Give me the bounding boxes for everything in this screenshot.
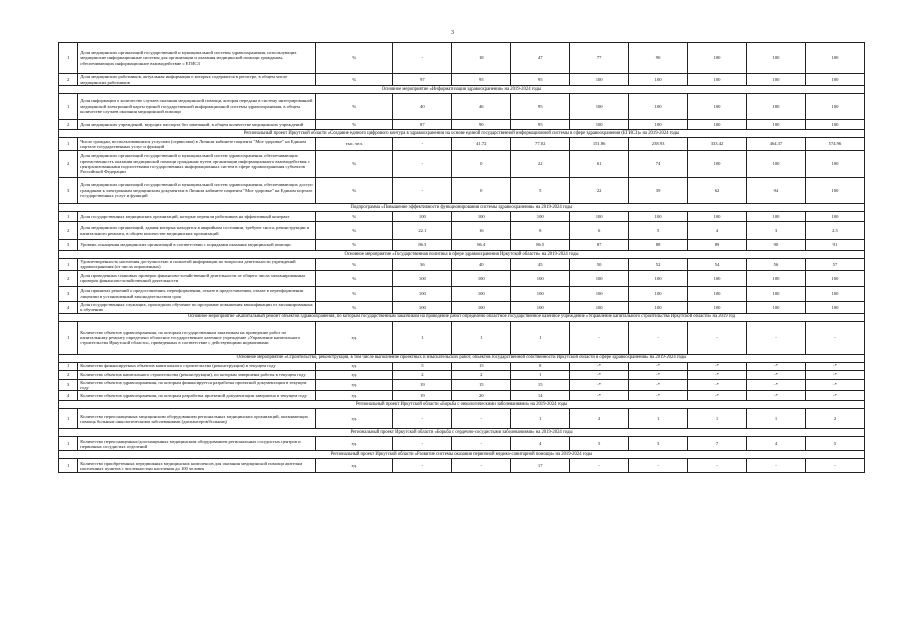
value-cell: 97 — [393, 74, 452, 86]
value-cell: 100 — [511, 286, 570, 301]
value-cell: -* — [570, 379, 629, 391]
value-cell: 1 — [511, 370, 570, 379]
value-cell: 100 — [688, 120, 747, 130]
value-cell: 100 — [393, 301, 452, 313]
indicator-name: Число граждан, воспользовавшихся услугами (сервисами) в Личном кабинете пациента "Мое здоровье" на Едином портале государственных услуг и функций — [78, 138, 316, 151]
value-cell: 100 — [805, 151, 864, 178]
value-cell: 100 — [629, 120, 688, 130]
section-header-row — [59, 401, 865, 409]
table-row — [59, 379, 865, 391]
value-cell: -* — [570, 391, 629, 401]
row-number: 2 — [59, 120, 78, 130]
value-cell: - — [452, 459, 511, 473]
table-row — [59, 437, 865, 451]
row-number: 3 — [59, 379, 78, 391]
value-cell: - — [570, 321, 629, 354]
value-cell: -* — [688, 370, 747, 379]
value-cell: 100 — [747, 120, 806, 130]
table-row — [59, 212, 865, 222]
value-cell: 57 — [805, 259, 864, 271]
section-title: Региональный проект Иркутской области «Создание единого цифрового контура в здравоохранении на основе единой государственной информационной системы в сфере здравоохранения (ЕГИСЗ)» на 2019-2024 годы — [59, 130, 865, 138]
value-cell: - — [629, 459, 688, 473]
value-cell: 5 — [805, 437, 864, 451]
section-header-row — [59, 429, 865, 437]
value-cell: 100 — [629, 212, 688, 222]
table-row — [59, 270, 865, 286]
value-cell: 86.4 — [452, 240, 511, 251]
section-title: Региональный проект Иркутской области «Борьба с онкологическими заболеваниями» на 2019-2024 годы — [59, 401, 865, 409]
value-cell: 100 — [452, 301, 511, 313]
indicator-name: Доля медицинских учреждений, ведущих паспорта без замечаний, в общем количестве медицинских учреждений — [78, 120, 316, 130]
row-number: 2 — [59, 74, 78, 86]
value-cell: 1 — [393, 321, 452, 354]
value-cell: 100 — [629, 301, 688, 313]
indicator-name: Доля проведенных плановых проверок финансово-хозяйственной деятельности от общего числа запланированных проверок финансово-хозяйственной деятельности — [78, 270, 316, 286]
value-cell: 40 — [452, 259, 511, 271]
indicator-name: Доля медицинских организаций, здания которых находятся в аварийном состоянии, требуют сноса, реконструкции и капитального ремонта, в общем количестве медицинских организаций — [78, 222, 316, 240]
value-cell: 100 — [747, 212, 806, 222]
value-cell: 151.86 — [570, 138, 629, 151]
unit-cell: ед. — [316, 321, 393, 354]
value-cell: - — [452, 409, 511, 429]
unit-cell: % — [316, 94, 393, 120]
row-number: 4 — [59, 301, 78, 313]
section-title: Основное мероприятие «Строительство, реконструкция, в том числе выполнение проектных и изыскательских работ, объектов государственной собственности Иркутской области в сфере здравоохранения» на 2019-2024 годы — [59, 354, 865, 362]
value-cell: 7 — [688, 437, 747, 451]
value-cell: 0 — [452, 151, 511, 178]
value-cell: 18 — [452, 43, 511, 74]
value-cell: - — [688, 459, 747, 473]
unit-cell: % — [316, 43, 393, 74]
unit-cell: % — [316, 120, 393, 130]
value-cell: 15 — [511, 379, 570, 391]
row-number: 2 — [59, 222, 78, 240]
row-number: 1 — [59, 94, 78, 120]
value-cell: 15 — [452, 379, 511, 391]
indicator-name: Доля медицинских организаций государственной и муниципальной систем здравоохранения, обеспечивающих преемственность оказания медицинской помощи гражданам путем организации информационного взаимодействия с централизованными подсистемами государственных информационных систем в сфере здравоохранения субъектов Российской Федерации — [78, 151, 316, 178]
value-cell: 95 — [511, 94, 570, 120]
table-row — [59, 94, 865, 120]
value-cell: 100 — [629, 94, 688, 120]
value-cell: -* — [688, 362, 747, 370]
indicator-name: Доля медицинских организаций государственной и муниципальной системы здравоохранения, использующих медицинские информационные системы для организации и оказания медицинской помощи гражданам, обеспечивающих информационное взаимодействие с ЕГИСЗ — [78, 43, 316, 74]
value-cell: 100 — [688, 43, 747, 74]
table-row — [59, 391, 865, 401]
page-number: 3 — [451, 30, 454, 36]
table-row — [59, 222, 865, 240]
section-header-row — [59, 251, 865, 259]
unit-cell: ед. — [316, 409, 393, 429]
unit-cell: ед. — [316, 370, 393, 379]
value-cell: 100 — [511, 212, 570, 222]
value-cell: 100 — [688, 301, 747, 313]
value-cell: -* — [747, 370, 806, 379]
value-cell: 8 — [511, 362, 570, 370]
table-row — [59, 286, 865, 301]
value-cell: 22 — [511, 151, 570, 178]
unit-cell: ед. — [316, 379, 393, 391]
value-cell: 46 — [452, 94, 511, 120]
value-cell: - — [393, 43, 452, 74]
value-cell: 1 — [688, 409, 747, 429]
unit-cell: % — [316, 270, 393, 286]
indicator-name: Количество финансируемых объектов капитального строительства (реконструкции) в текущем году — [78, 362, 316, 370]
row-number: 3 — [59, 178, 78, 204]
value-cell: 100 — [805, 94, 864, 120]
value-cell: 39 — [629, 178, 688, 204]
section-header-row — [59, 86, 865, 94]
value-cell: 20 — [452, 391, 511, 401]
table-row — [59, 301, 865, 313]
indicator-name: Удовлетворенность населения доступностью и полнотой информации по вопросам деятельности учреждений здравоохранения (от числа опрошенных) — [78, 259, 316, 271]
value-cell: 5 — [511, 178, 570, 204]
indicator-name: Количество объектов здравоохранения, по которым разработка проектной документации завершена в текущем году — [78, 391, 316, 401]
value-cell: - — [393, 409, 452, 429]
value-cell: 89 — [688, 240, 747, 251]
indicator-name: Количество приобретенных передвижных медицинских комплексов для оказания медицинской помощи жителям населенных пунктов с численностью населения до 100 человек — [78, 459, 316, 473]
value-cell: 95 — [511, 74, 570, 86]
value-cell: 100 — [452, 212, 511, 222]
value-cell: 1 — [511, 321, 570, 354]
row-number: 1 — [59, 321, 78, 354]
value-cell: 94 — [747, 178, 806, 204]
value-cell: 100 — [393, 286, 452, 301]
row-number: 1 — [59, 437, 78, 451]
section-header-row — [59, 204, 865, 212]
unit-cell: ед. — [316, 437, 393, 451]
value-cell: -* — [688, 379, 747, 391]
value-cell: 2 — [393, 370, 452, 379]
section-title: Основное мероприятие «Государственная политика в сфере здравоохранения Иркутской области» на 2019-2024 годы — [59, 251, 865, 259]
value-cell: -* — [805, 379, 864, 391]
unit-cell: % — [316, 301, 393, 313]
value-cell: - — [393, 459, 452, 473]
table-row — [59, 240, 865, 251]
row-number: 3 — [59, 286, 78, 301]
value-cell: 3 — [747, 222, 806, 240]
value-cell: 90 — [452, 120, 511, 130]
unit-cell: тыс. чел. — [316, 138, 393, 151]
value-cell: 5 — [570, 437, 629, 451]
section-header-row — [59, 313, 865, 321]
value-cell: 54 — [688, 259, 747, 271]
value-cell: 100 — [629, 286, 688, 301]
value-cell: 100 — [747, 301, 806, 313]
table-row — [59, 409, 865, 429]
value-cell: 56 — [747, 259, 806, 271]
value-cell: 2 — [452, 370, 511, 379]
indicator-name: Уровень оснащения медицинских организаций в соответствии с порядками оказания медицинской помощи — [78, 240, 316, 251]
value-cell: 86.3 — [393, 240, 452, 251]
value-cell: 45 — [511, 259, 570, 271]
value-cell: 77.02 — [511, 138, 570, 151]
value-cell: 50 — [570, 259, 629, 271]
value-cell: 100 — [511, 301, 570, 313]
value-cell: 15 — [452, 362, 511, 370]
value-cell: 100 — [747, 286, 806, 301]
value-cell: 100 — [805, 178, 864, 204]
indicator-name: Доля медицинских работников, актуальная информация о которых содержится в регистре, в общем числе медицинских работников — [78, 74, 316, 86]
row-number: 1 — [59, 459, 78, 473]
indicator-name: Доля принятых решений о предоставлении, переоформлении, отказе в предоставлении, отказе в переоформлении лицензии в установленный законодательством срок — [78, 286, 316, 301]
table-row — [59, 259, 865, 271]
value-cell: 100 — [629, 74, 688, 86]
indicator-name: Доля медицинских организаций государственной и муниципальной систем здравоохранения, обеспечивающих доступ гражданам к электронным медицинским документам в Личном кабинете пациента "Мое здоровье" на Едином портале государственных услуг и функций — [78, 178, 316, 204]
row-number: 1 — [59, 409, 78, 429]
indicator-name: Доля государственных медицинских организаций, которые перешли работников на эффективный контракт — [78, 212, 316, 222]
value-cell: 90 — [629, 43, 688, 74]
value-cell: 17 — [511, 459, 570, 473]
value-cell: -* — [805, 370, 864, 379]
value-cell: 16 — [452, 222, 511, 240]
indicator-name: Количество переоснащенных/дооснащенных медицинским оборудованием региональных сосудистых центров и первичных сосудистых отделений — [78, 437, 316, 451]
value-cell: 4 — [511, 437, 570, 451]
value-cell: -* — [629, 391, 688, 401]
table-body — [59, 43, 865, 473]
value-cell: 100 — [452, 286, 511, 301]
value-cell: 100 — [570, 120, 629, 130]
value-cell: 100 — [393, 270, 452, 286]
value-cell: 88 — [629, 240, 688, 251]
section-title: Подпрограмма «Повышение эффективности функционирования системы здравоохранения» на 2019-2024 годы — [59, 204, 865, 212]
indicators-table — [58, 42, 865, 473]
value-cell: 41.72 — [452, 138, 511, 151]
value-cell: 238.93 — [629, 138, 688, 151]
value-cell: - — [747, 459, 806, 473]
value-cell: 6 — [570, 222, 629, 240]
section-header-row — [59, 130, 865, 138]
row-number: 2 — [59, 151, 78, 178]
table-row — [59, 151, 865, 178]
value-cell: 22.1 — [393, 222, 452, 240]
value-cell: -* — [688, 391, 747, 401]
indicator-name: Количество объектов капитального строительства (реконструкции), по которым завершены работы в текущем году — [78, 370, 316, 379]
value-cell: 100 — [805, 212, 864, 222]
row-number: 4 — [59, 391, 78, 401]
value-cell: 100 — [805, 74, 864, 86]
value-cell: 100 — [805, 286, 864, 301]
unit-cell: % — [316, 240, 393, 251]
row-number: 1 — [59, 259, 78, 271]
value-cell: - — [805, 321, 864, 354]
value-cell: 19 — [393, 379, 452, 391]
table-row — [59, 321, 865, 354]
row-number: 3 — [59, 240, 78, 251]
value-cell: 87 — [570, 240, 629, 251]
section-header-row — [59, 354, 865, 362]
value-cell: 100 — [688, 286, 747, 301]
value-cell: 100 — [570, 286, 629, 301]
value-cell: 2.5 — [805, 222, 864, 240]
value-cell: -* — [570, 362, 629, 370]
unit-cell: % — [316, 74, 393, 86]
value-cell: 100 — [747, 94, 806, 120]
value-cell: 100 — [805, 120, 864, 130]
value-cell: 86.5 — [511, 240, 570, 251]
value-cell: 91 — [805, 240, 864, 251]
value-cell: - — [747, 321, 806, 354]
value-cell: 1 — [452, 321, 511, 354]
value-cell: - — [393, 178, 452, 204]
table-row — [59, 74, 865, 86]
indicator-name: Доля информации о количестве случаев оказания медицинской помощи, которая передана в систему интегрированной медицинской электронной карты единой государственной информационной системы здравоохранения, в общем количестве случаев оказания медицинской помощи — [78, 94, 316, 120]
value-cell: 1 — [511, 409, 570, 429]
row-number: 2 — [59, 370, 78, 379]
value-cell: - — [452, 437, 511, 451]
value-cell: 87 — [393, 120, 452, 130]
value-cell: 464.37 — [747, 138, 806, 151]
value-cell: 100 — [688, 94, 747, 120]
value-cell: 14 — [511, 391, 570, 401]
table-row — [59, 138, 865, 151]
value-cell: 90 — [747, 240, 806, 251]
unit-cell: % — [316, 212, 393, 222]
value-cell: 100 — [570, 301, 629, 313]
table-row — [59, 43, 865, 74]
unit-cell: % — [316, 286, 393, 301]
value-cell: 100 — [393, 212, 452, 222]
section-title: Региональный проект Иркутской области «Борьба с сердечно-сосудистыми заболеваниями» на 2019-2024 годы — [59, 429, 865, 437]
value-cell: 100 — [747, 74, 806, 86]
value-cell: 3 — [629, 437, 688, 451]
value-cell: 100 — [688, 74, 747, 86]
table-row — [59, 370, 865, 379]
value-cell: 95 — [452, 74, 511, 86]
value-cell: -* — [570, 370, 629, 379]
row-number: 1 — [59, 43, 78, 74]
value-cell: 22 — [570, 178, 629, 204]
value-cell: 100 — [629, 270, 688, 286]
table-row — [59, 120, 865, 130]
value-cell: 77 — [570, 43, 629, 74]
value-cell: - — [393, 437, 452, 451]
value-cell: 100 — [805, 270, 864, 286]
unit-cell: % — [316, 259, 393, 271]
indicator-name: Доля государственных служащих, прошедших обучение по программе повышения квалификации от запланированных к обучению — [78, 301, 316, 313]
value-cell: - — [393, 138, 452, 151]
indicator-name: Количество переоснащенных медицинским оборудованием региональных медицинских организаций, оказывающих помощь больным онкологическими заболеваниями (диспансеров/больниц) — [78, 409, 316, 429]
table-row — [59, 459, 865, 473]
value-cell: 100 — [747, 151, 806, 178]
value-cell: 0 — [452, 178, 511, 204]
value-cell: -* — [629, 379, 688, 391]
value-cell: - — [570, 459, 629, 473]
value-cell: 95 — [511, 120, 570, 130]
row-number: 1 — [59, 362, 78, 370]
value-cell: -* — [805, 362, 864, 370]
value-cell: 100 — [747, 43, 806, 74]
value-cell: 1 — [629, 409, 688, 429]
value-cell: 8 — [511, 222, 570, 240]
value-cell: 100 — [688, 270, 747, 286]
value-cell: 40 — [393, 94, 452, 120]
value-cell: - — [393, 151, 452, 178]
section-header-row — [59, 451, 865, 459]
value-cell: 74 — [629, 151, 688, 178]
value-cell: 36 — [393, 259, 452, 271]
value-cell: 61 — [570, 151, 629, 178]
table-row — [59, 362, 865, 370]
row-number: 1 — [59, 212, 78, 222]
indicator-name: Количество объектов здравоохранения, по которым финансируется разработка проектной документации в текущем году — [78, 379, 316, 391]
value-cell: - — [805, 459, 864, 473]
unit-cell: ед. — [316, 391, 393, 401]
value-cell: 100 — [688, 212, 747, 222]
unit-cell: % — [316, 178, 393, 204]
section-title: Региональный проект Иркутской области «Развитие системы оказания первичной медико-санитарной помощи» на 2019-2024 годы — [59, 451, 865, 459]
value-cell: 100 — [511, 270, 570, 286]
value-cell: -* — [747, 391, 806, 401]
value-cell: -* — [747, 379, 806, 391]
value-cell: 52 — [629, 259, 688, 271]
row-number: 1 — [59, 138, 78, 151]
value-cell: 2 — [805, 409, 864, 429]
unit-cell: ед. — [316, 362, 393, 370]
value-cell: 5 — [393, 362, 452, 370]
value-cell: 333.42 — [688, 138, 747, 151]
section-title: Основное мероприятие «Информатизация здравоохранения» на 2019-2024 годы — [59, 86, 865, 94]
value-cell: -* — [629, 370, 688, 379]
value-cell: -* — [747, 362, 806, 370]
value-cell: 4 — [747, 437, 806, 451]
indicator-name: Количество объектов здравоохранения, по которым государственным заказчиком на проведение работ по капитальному ремонту определено областное государственное казенное учреждение «Управление капитального строительства Иркутской области», приведенных в соответствие с действующими нормативами — [78, 321, 316, 354]
value-cell: 574.96 — [805, 138, 864, 151]
value-cell: 100 — [570, 270, 629, 286]
unit-cell: ед. — [316, 459, 393, 473]
value-cell: 100 — [452, 270, 511, 286]
value-cell: 2 — [570, 409, 629, 429]
value-cell: 100 — [805, 43, 864, 74]
value-cell: 100 — [570, 212, 629, 222]
value-cell: 100 — [570, 74, 629, 86]
value-cell: 100 — [747, 270, 806, 286]
section-title: Основное мероприятие «Капитальный ремонт объектов здравоохранения, по которым государственным заказчиком на проведение работ определено областное государственное казенное учреждение «Управление капитального строительства Иркутской области» на 2019 год — [59, 313, 865, 321]
value-cell: 19 — [393, 391, 452, 401]
value-cell: 47 — [511, 43, 570, 74]
value-cell: - — [688, 321, 747, 354]
value-cell: 100 — [570, 94, 629, 120]
value-cell: - — [629, 321, 688, 354]
value-cell: 100 — [688, 151, 747, 178]
unit-cell: % — [316, 151, 393, 178]
value-cell: -* — [805, 391, 864, 401]
value-cell: 5 — [629, 222, 688, 240]
value-cell: 62 — [688, 178, 747, 204]
table-row — [59, 178, 865, 204]
value-cell: 4 — [688, 222, 747, 240]
unit-cell: % — [316, 222, 393, 240]
row-number: 2 — [59, 270, 78, 286]
value-cell: 100 — [805, 301, 864, 313]
value-cell: -* — [629, 362, 688, 370]
value-cell: 1 — [747, 409, 806, 429]
